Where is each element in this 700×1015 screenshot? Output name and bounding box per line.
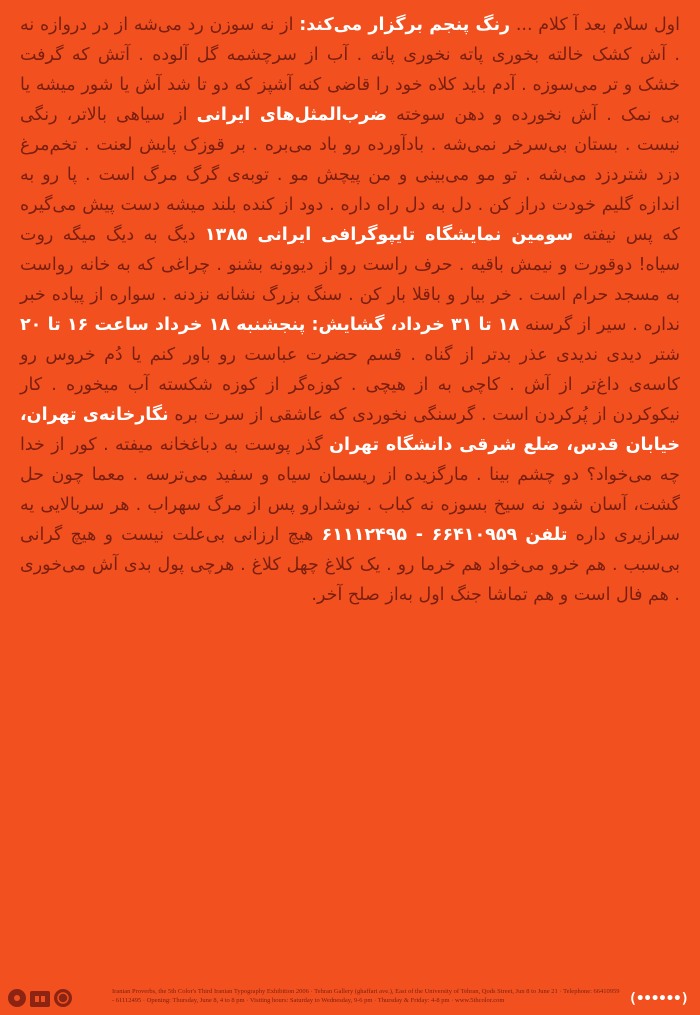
text-segment: گذر پوست به دباغخانه میفته . کور از خدا چه می‌خواد؟ دو چشم بینا . مارگزیده از ریسمان سیاه و سفید می‌ترسه . معما چون حل گشت، آسان شود نه سیخ بسوزه نه کباب . نوشدارو پس از مرگ سهراب . هر سربالایی یه سرازیری داره bbox=[20, 435, 680, 545]
exhibition-title: سومین نمایشگاه تایپوگرافی ایرانی ۱۳۸۵ bbox=[204, 225, 574, 245]
exhibition-dates: ۱۸ تا ۳۱ خرداد، گشایش: پنجشنبه ۱۸ خرداد ساعت ۱۶ تا ۲۰ bbox=[20, 315, 520, 335]
stamp-logo bbox=[54, 989, 72, 1007]
phone-numbers: ۶۱۱۱۲۴۹۵ - ۶۶۴۱۰۹۵۹ bbox=[321, 525, 518, 545]
text-segment: هیچ ارزانی بی‌علت نیست و هیچ گرانی بی‌سبب . هم خرو می‌خواد هم خرما رو . یک کلاغ چهل کلاغ . هرچی پول بدی آش می‌خوری . هم فال است و هم تماشا جنگ اول به‌از صلح آخر. bbox=[20, 525, 680, 605]
sponsor-logos bbox=[8, 989, 72, 1007]
poster-footer bbox=[8, 967, 692, 1007]
fifth-color-brand: (••••••) bbox=[628, 991, 688, 1007]
exhibition-credits: Iranian Proverbs, the 5th Color's Third Iranian Typography Exhibition 2006 · Tehran Gallery (ghaffari ave.), East of the University of Tehran, Qods Street, Jun 8 to June 21 · Telephone: 66410959 - 61112495 · Opening: Thursday, June 8, 4 to 8 pm · Visiting hours: Saturday to Wednesday, 9-6 pm · Thursday & Friday: 4-8 pm · www.5thcolor.com bbox=[112, 988, 620, 1004]
text-segment: دیگ به دیگ میگه روت سیاه! دوقورت و نیمش باقیه . حرف راست رو از دیوونه بشنو . چراغی که به خانه رواست به مسجد حرام است . خر بیار و باقلا بار کن . سنگ بزرگ نشانه نزدنه . سواره از پیاده خبر نداره . سیر از گرسنه bbox=[20, 225, 681, 335]
phone-label: تلفن bbox=[525, 525, 568, 545]
square-logo bbox=[30, 991, 50, 1007]
poster-subject-title: ضرب‌المثل‌های ایرانی bbox=[196, 105, 388, 125]
text-segment: شتر دیدی ندیدی عذر بدتر از گناه . قسم حضرت عباست رو باور کنم یا دُم خروس رو کاسه‌ی داغ‌تر از آش . کاچی به از هیچی . کوزه‌گر از کوزه شکسته آب میخوره . کار نیکوکردن از پُرکردن است . گرسنگی نخوردی که عاشقی از سرت بره bbox=[20, 345, 680, 425]
text-segment: اول سلام بعد آ کلام ... bbox=[510, 15, 680, 35]
circle-logo bbox=[8, 989, 26, 1007]
text-segment: از نه سوزن رد می‌شه از در دروازه نه . آش کشک خالته بخوری پاته نخوری پاته . آب از سرچشمه گل آلوده . آتش که گرفت خشک و تر می‌سوزه . آدم باید کلاه خود را قاضی کنه آشپز که دو تا شد آش یا شور میشه یا بی نمک . آش نخورده و دهن سوخته bbox=[20, 15, 681, 125]
text-segment: از سیاهی بالاتر، رنگی نیست . بستان بی‌سرخر نمی‌شه . بادآورده رو باد می‌بره . بر قوزک پایش لعنت . تخم‌مرغ دزد شتردزد می‌شه . تو مو می‌بینی و من پیچش مو . توبه‌ی گرگ مرگ است . پا رو به اندازه گلیم خودت دراز کن . دل به دل راه داره . دود از کنده بلند میشه دست پیش می‌گیره که پس نیفته bbox=[20, 105, 680, 245]
proverbs-text-block bbox=[20, 10, 680, 610]
exhibition-venue: نگارخانه‌ی تهران، خیابان قدس، ضلع شرقی دانشگاه تهران bbox=[20, 405, 680, 455]
organizer-announcement: رنگ پنجم برگزار می‌کند: bbox=[299, 15, 511, 35]
